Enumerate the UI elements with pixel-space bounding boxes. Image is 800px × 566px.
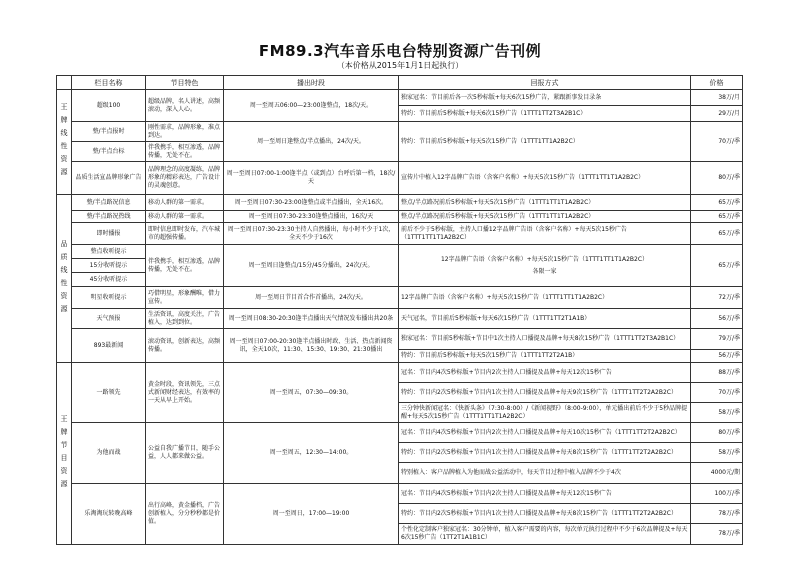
return-method: 独家冠名：节目前后各一次5秒标版+每天6次15秒广告，紧跟新事发目录条 — [399, 90, 691, 106]
program-airtime: 周一至周日，17:00—19:00 — [224, 484, 399, 545]
program-feature: 超级品牌，名人讲述，高频滚动，深入人心。 — [146, 90, 224, 122]
return-method: 冠名：节目内4次5秒标版+节目内2次主持人口播提及品牌+每天12次15秒广告 — [399, 484, 691, 504]
price: 58万/季 — [691, 403, 743, 423]
program-name: 天气预报 — [72, 309, 146, 329]
program-feature: 移动人群的第一需求。 — [146, 195, 224, 211]
group-label-2: 品质线性资源 — [57, 195, 72, 363]
return-method: 天气冠名，节目前后5秒标版+每天6次15秒广告（1TTT1TT2T1A1B） — [399, 309, 691, 329]
program-name: 整/半点报时 — [72, 122, 146, 142]
program-airtime: 周一至周日07:30-23:30主持人自然播出，每小时不少于1次，全天不少于16次 — [224, 223, 399, 245]
header-price: 价格 — [691, 76, 743, 90]
return-method: 特约：节目前后5秒标版+每天6次15秒广告（1TTT1TT2T3A2B1C） — [399, 106, 691, 122]
group-label-1: 王牌线性资源 — [57, 90, 72, 195]
return-method-text: 12字品牌广告语（含客户名称）+每天5次15秒广告（1TTT1TT1T1A2B2C） — [440, 255, 649, 263]
program-name: 45分收听提示 — [72, 273, 146, 287]
return-method: 冠名：节目内4次5秒标版+节目内2次主持人口播提及品牌+每天10次15秒广告（1TTT1TT2T2A2B2C） — [399, 423, 691, 443]
return-method: 前后不少于5秒标版，主持人口播12字品牌广告语（含客户名称）+每天5次15秒广告（1TTT1TT1T1A2B2C） — [399, 223, 691, 245]
return-method: 冠名：节目内4次5秒标版+节目内2次主持人口播提及品牌+每天12次15秒广告 — [399, 363, 691, 383]
table-row — [57, 90, 743, 106]
table-row — [57, 162, 743, 195]
price: 78万/季 — [691, 504, 743, 524]
program-name: 15分收听提示 — [72, 259, 146, 273]
program-name: 整/半点台标 — [72, 142, 146, 162]
price: 78万/季 — [691, 524, 743, 545]
program-airtime: 周一至周日07:00-20:30逢半点播出时政、生活、热点新闻资讯，全天10次，11:30、15:30、19:30、21:30播出 — [224, 329, 399, 363]
return-method: 12字品牌广告语（含客户名称）+每天5次15秒广告（1TTT1TT1T1A2B2C） — [399, 287, 691, 309]
return-method: 特约：节目前后5秒标版+每天5次15秒广告（1TTT1TT1A2B2C） — [399, 122, 691, 162]
program-name: 一路领先 — [72, 363, 146, 423]
exclusive-note: 各限一家 — [532, 267, 557, 275]
table-header-row — [57, 76, 743, 90]
program-name: 即时播报 — [72, 223, 146, 245]
header-return: 回报方式 — [399, 76, 691, 90]
program-airtime: 周一至周日07:30-23:00逢整点或半点播出，全天16次。 — [224, 195, 399, 211]
program-feature: 黄金时段，资讯领先，三点式新闻财经表达，有效率的一天从早上开始。 — [146, 363, 224, 423]
group-label-3: 王牌节目资源 — [57, 363, 72, 545]
program-name: 超级100 — [72, 90, 146, 122]
program-feature: 滚动资讯，创新表达，高频传播。 — [146, 329, 224, 363]
program-feature: 伴我携手，相互渗透，品牌传播，无处不在。 — [146, 142, 224, 162]
program-airtime: 周一至周日08:30-20:30逢半点播出天气情况发布播出共20条 — [224, 309, 399, 329]
price: 88万/季 — [691, 363, 743, 383]
program-name: 893最新闻 — [72, 329, 146, 363]
table-row — [57, 211, 743, 223]
price: 65万/季 — [691, 223, 743, 245]
table-row — [57, 223, 743, 245]
return-method: 三分钟快新闻冠名：《快新头条》（7:30-8:00）/《新闻视野》（8:00-9:00），单元播出前后不少于5秒品牌提醒+每天5次15秒广告（1TTT1TT1T1A2B2C） — [399, 403, 691, 423]
program-airtime: 周一至周日逢整点/15分/45分播出，24次/天。 — [224, 245, 399, 287]
program-airtime: 周一至周五06:00—23:00逢整点，18次/天。 — [224, 90, 399, 122]
price: 65万/季 — [691, 245, 743, 287]
return-method: 特约：节目内2次5秒标版+节目内1次主持人口播提及品牌+每天8次15秒广告（1TTT1TT2T2A2B2C） — [399, 504, 691, 524]
return-method: 特约：节目内2次5秒标版+节目内1次主持人口播提及品牌+每天9次15秒广告（1TTT1TT2T2A2B2C） — [399, 383, 691, 403]
page-subtitle: （本价格从2015年1月1日起执行） — [336, 61, 464, 70]
program-feature: 生活资讯，高度关注，广告植入，达到到位。 — [146, 309, 224, 329]
price: 79万/季 — [691, 329, 743, 350]
price: 80万/季 — [691, 423, 743, 443]
return-method: 独家冠名：节目前5秒标版+节目中1次主持人口播提及品牌+每天8次15秒广告（1TTT1TT2T3A2B1C） — [399, 329, 691, 350]
price: 72万/季 — [691, 287, 743, 309]
price: 80万/季 — [691, 162, 743, 195]
price: 65万/季 — [691, 195, 743, 211]
price: 70万/季 — [691, 122, 743, 162]
program-airtime: 周一至周日07:00-1:00逢半点（或到点）台呼后第一档，18次/天 — [224, 162, 399, 195]
table-row — [57, 287, 743, 309]
return-method: 特别植入：客户品牌植入为他而战公益活动中，每天节目过程中植入品牌不少于4次 — [399, 463, 691, 484]
table-row — [57, 195, 743, 211]
price: 56万/季 — [691, 309, 743, 329]
table-row — [57, 309, 743, 329]
rate-card-table — [56, 75, 743, 545]
price: 58万/季 — [691, 443, 743, 463]
table-row — [57, 329, 743, 350]
program-feature: 出行高峰，黄金播档，广告创新植入，分分秒秒都是价值。 — [146, 484, 224, 545]
program-name: 明星收听提示 — [72, 287, 146, 309]
program-airtime: 周一至周日07:30-23:30逢整点播出，16次/天 — [224, 211, 399, 223]
program-feature: 公益自我广播节目，随手公益，人人都来做公益。 — [146, 423, 224, 484]
page-title: FM89.3汽车音乐电台特别资源广告刊例 — [258, 42, 542, 60]
program-feature: 品牌理念的高度凝练，品牌形象的精彩表达，广告设计的灵魂创意。 — [146, 162, 224, 195]
header-column-name: 栏目名称 — [72, 76, 146, 90]
return-method: 整点/半点路况前后5秒标版+每天5次15秒广告（1TTT1TT1T1A2B2C） — [399, 195, 691, 211]
program-name: 为他而战 — [72, 423, 146, 484]
program-feature: 即时信息即时发布，汽车城市的超强传播。 — [146, 223, 224, 245]
return-method: 个性化定制客户独家冠名：30分钟单，植入客户需要的内容，每次单元执行过程中不少于6次品牌提及+每天6次15秒广告（1TT2T1A1B1C） — [399, 524, 691, 545]
program-airtime: 周一至周日逢整点/半点播出，24次/天。 — [224, 122, 399, 162]
price: 38万/月 — [691, 90, 743, 106]
program-feature: 巧借明星，形象酬唯，借力宣传。 — [146, 287, 224, 309]
program-name: 品质生活宣品牌形象广告 — [72, 162, 146, 195]
program-name: 乐淘淘玩转晚高峰 — [72, 484, 146, 545]
program-airtime: 周一至周五，12:30—14:00。 — [224, 423, 399, 484]
program-feature: 刚性需求，品牌形象，准点到达。 — [146, 122, 224, 142]
table-row — [57, 423, 743, 443]
program-name: 整/半点路况信息 — [72, 195, 146, 211]
return-method: 特约：节目前后5秒标版+每天5次15秒广告（1TTT1TT2T2A1B） — [399, 350, 691, 363]
program-airtime: 周一至周五，07:30—09:30。 — [224, 363, 399, 423]
return-method — [399, 245, 691, 287]
price: 56万/季 — [691, 350, 743, 363]
header-feature: 节目特色 — [146, 76, 224, 90]
price: 100万/季 — [691, 484, 743, 504]
return-method: 特约：节目内2次5秒标版+节目内1次主持人口播提及品牌+每天8次15秒广告（1TTT1TT2T2A2B2C） — [399, 443, 691, 463]
table-row — [57, 245, 743, 259]
price: 4000元/期 — [691, 463, 743, 484]
table-row — [57, 122, 743, 142]
price: 29万/月 — [691, 106, 743, 122]
program-feature: 移动人群的第一需求。 — [146, 211, 224, 223]
table-row — [57, 363, 743, 383]
return-method: 整点/半点路况前后5秒标版+每天5次15秒广告（1TTT1TT1T1A2B2C） — [399, 211, 691, 223]
table-row — [57, 484, 743, 504]
price: 65万/季 — [691, 211, 743, 223]
header-blank — [57, 76, 72, 90]
program-airtime: 周一至周日节目首合作首播出，24次/天。 — [224, 287, 399, 309]
price: 70万/季 — [691, 383, 743, 403]
header-airtime: 播出时段 — [224, 76, 399, 90]
program-feature: 伴我携手，相互渗透，品牌传播，无处不在。 — [146, 245, 224, 287]
program-name: 整点收听提示 — [72, 245, 146, 259]
return-method: 宣传片中植入12字品牌广告语（含客户名称）+每天5次15秒广告（1TTT1TT1T1A2B2C） — [399, 162, 691, 195]
program-name: 整/半点路况热线 — [72, 211, 146, 223]
